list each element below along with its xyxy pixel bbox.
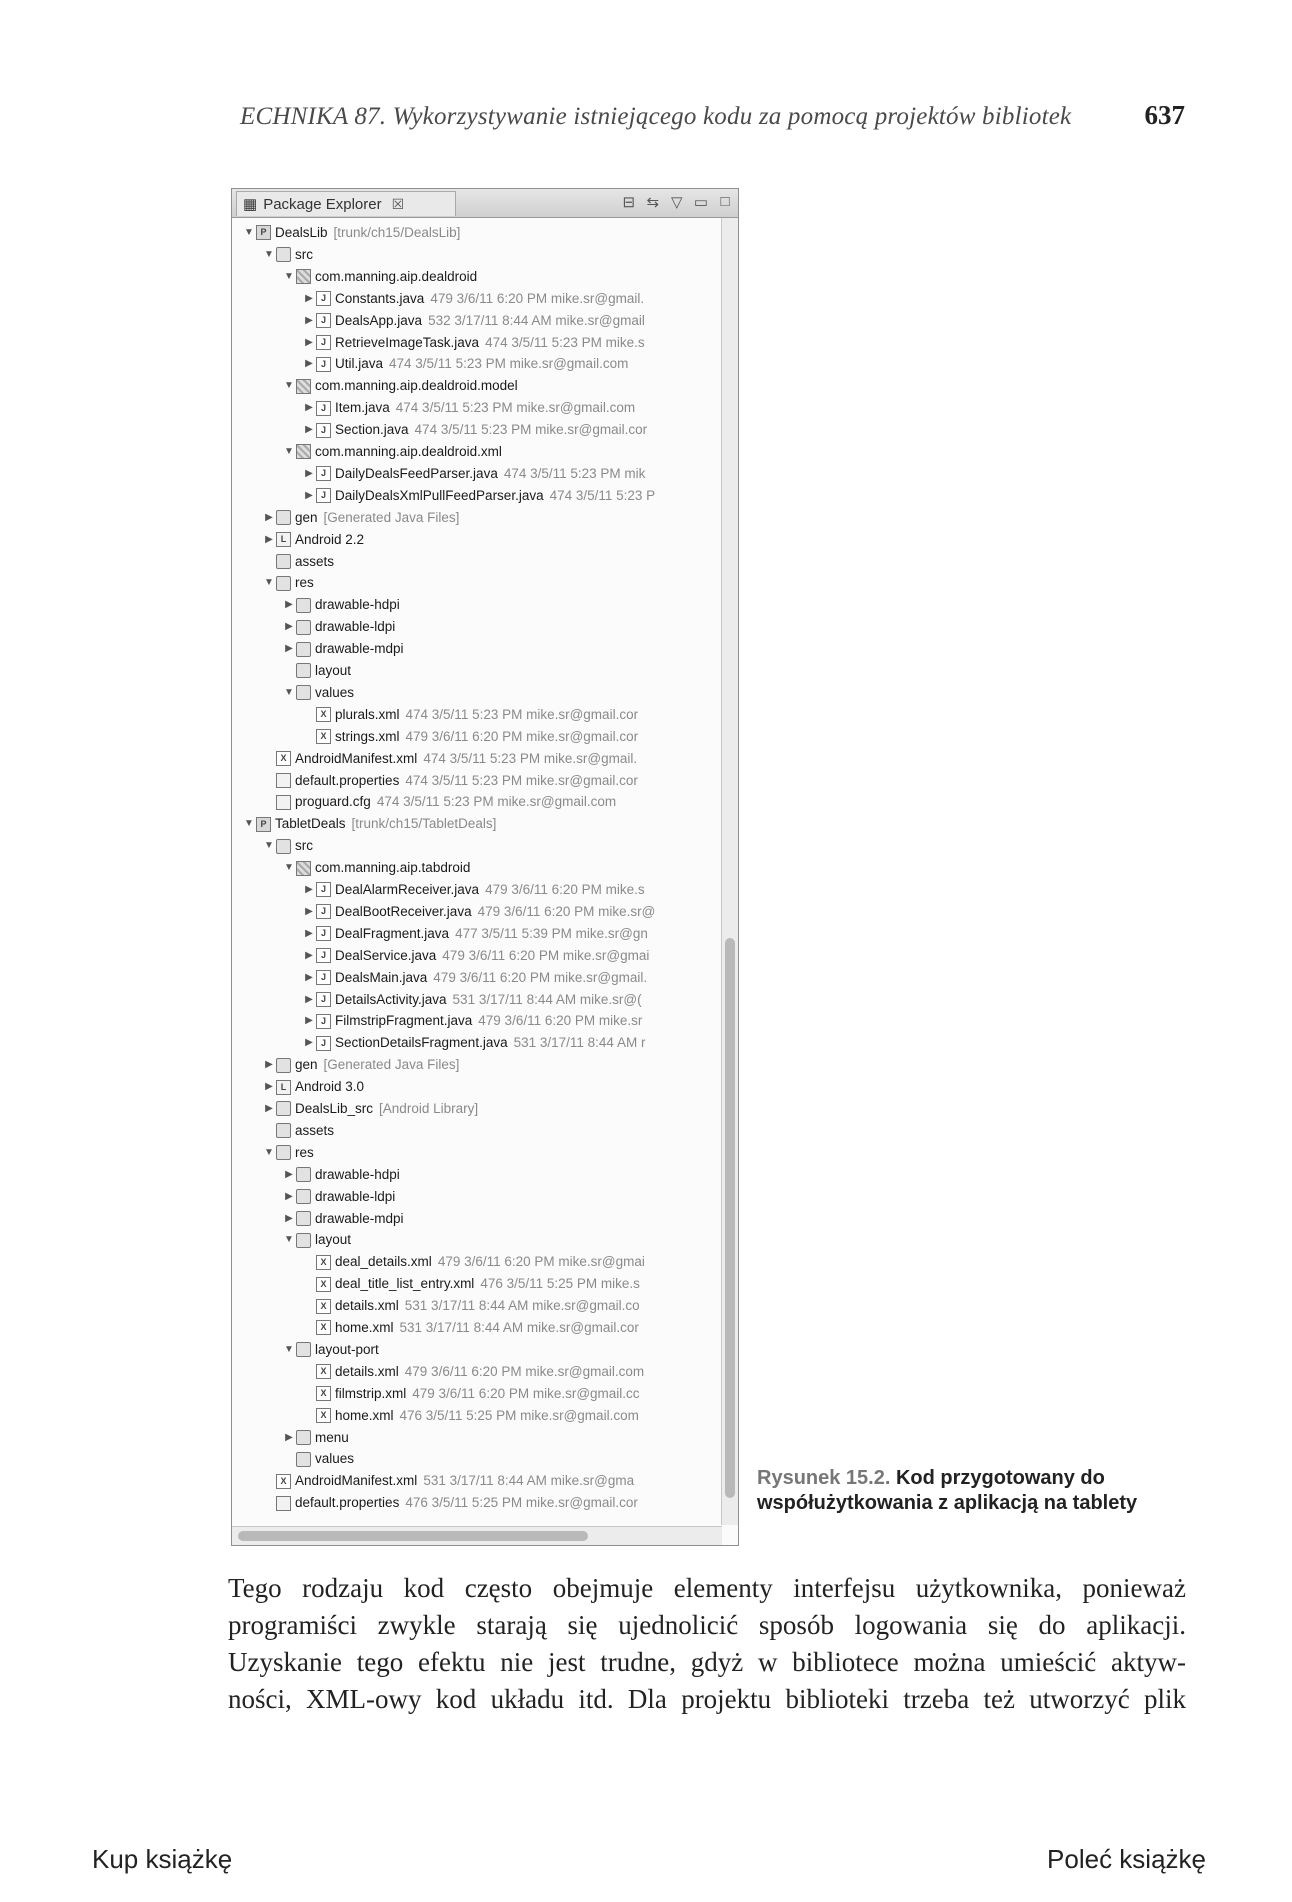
tree-item-label: src: [295, 838, 313, 854]
collapsed-arrow-icon[interactable]: ▶: [305, 927, 313, 939]
tree-item-label: res: [295, 1144, 314, 1160]
folder-icon: [296, 642, 311, 657]
paragraph-line: Uzyskanie tego efektu nie jest trudne, gdyż w bibliotece można umieścić aktyw-: [228, 1647, 1186, 1677]
horizontal-scroll-thumb[interactable]: [238, 1531, 588, 1541]
tree-item-decoration: 474 3/5/11 5:23 PM mike.sr@gmail.com: [389, 356, 629, 372]
expanded-arrow-icon[interactable]: ▼: [244, 818, 254, 830]
tree-row[interactable]: [262, 1098, 478, 1120]
tree-item-label: gen: [295, 509, 318, 525]
tree-item-label: layout: [315, 663, 352, 678]
tree-item-label: RetrieveImageTask.java: [335, 334, 480, 350]
tree-item-decoration: 479 3/6/11 6:20 PM mike.sr@gmail.: [430, 290, 645, 306]
tree-item-label: assets: [295, 553, 335, 569]
java-file-icon: J: [316, 313, 331, 328]
tree-item-decoration: 531 3/17/11 8:44 AM mike.sr@gma: [423, 1473, 635, 1489]
xml-file-icon: X: [316, 1320, 331, 1335]
collapsed-arrow-icon[interactable]: ▶: [265, 533, 273, 545]
java-file-icon: J: [316, 970, 331, 985]
vertical-scrollbar[interactable]: [721, 218, 738, 1525]
tree-item-label: drawable-ldpi: [315, 619, 396, 635]
tree-item-label: home.xml: [335, 1320, 394, 1335]
collapsed-arrow-icon[interactable]: ▶: [285, 1168, 293, 1180]
tree-item-decoration: 474 3/5/11 5:23 PM mike.sr@gmail.cor: [414, 422, 648, 438]
tree-item-label: Section.java: [335, 422, 409, 438]
tree-item-label: DealFragment.java: [335, 925, 450, 941]
page-number: 637: [1144, 100, 1185, 130]
package-icon: [296, 861, 311, 876]
tree-item-decoration: 531 3/17/11 8:44 AM mike.sr@gmail.cor: [399, 1320, 639, 1335]
tree-item-label: values: [315, 1451, 355, 1467]
tree-row[interactable]: [262, 835, 313, 857]
tree-item-label: menu: [315, 1429, 349, 1445]
java-file-icon: J: [316, 466, 331, 481]
tree-item-decoration: 479 3/6/11 6:20 PM mike.sr@gmail.cc: [412, 1385, 640, 1401]
collapsed-arrow-icon[interactable]: ▶: [305, 1037, 313, 1049]
tree-item-label: default.properties: [295, 1495, 400, 1511]
folder-icon: [296, 1189, 311, 1204]
folder-icon: [276, 576, 291, 591]
tree-row[interactable]: [282, 1339, 379, 1361]
folder-icon: [296, 685, 311, 700]
file-icon: [276, 773, 291, 788]
tree-row[interactable]: [302, 879, 645, 901]
tree-row[interactable]: [302, 989, 642, 1011]
collapsed-arrow-icon[interactable]: ▶: [305, 971, 313, 983]
collapsed-arrow-icon[interactable]: ▶: [265, 511, 273, 523]
expanded-arrow-icon[interactable]: ▼: [284, 380, 294, 392]
tree-item-decoration: 479 3/6/11 6:20 PM mike.sr@gmai: [437, 1254, 645, 1270]
tree-row[interactable]: [282, 594, 400, 616]
folder-icon: [276, 1123, 291, 1138]
collapsed-arrow-icon[interactable]: ▶: [285, 599, 293, 611]
tree-item-label: proguard.cfg: [295, 794, 371, 810]
tree-item-decoration: [trunk/ch15/DealsLib]: [333, 225, 461, 240]
java-file-icon: J: [316, 926, 331, 941]
tree-row[interactable]: [302, 1295, 640, 1317]
tree-item-label: assets: [295, 1122, 335, 1138]
collapsed-arrow-icon[interactable]: ▶: [285, 1431, 293, 1443]
tab-label: Package Explorer: [263, 195, 382, 213]
package-explorer-icon: ▦: [243, 196, 258, 213]
tree-item-decoration: 531 3/17/11 8:44 AM mike.sr@(: [452, 991, 642, 1007]
tree-row[interactable]: [262, 1054, 459, 1076]
tree-row[interactable]: [302, 726, 638, 748]
xml-file-icon: X: [316, 707, 331, 722]
link-with-editor-icon[interactable]: ⇆: [646, 194, 660, 211]
folder-icon: [296, 1233, 311, 1248]
tree-item-label: layout: [315, 1232, 352, 1248]
tree-row[interactable]: [282, 638, 404, 660]
tree-row[interactable]: [302, 310, 645, 332]
tree-item-label: DailyDealsFeedParser.java: [335, 465, 498, 481]
xml-file-icon: X: [316, 1364, 331, 1379]
tree-item-decoration: 479 3/6/11 6:20 PM mike.sr@gmail.com: [404, 1363, 645, 1379]
collapsed-arrow-icon[interactable]: ▶: [305, 402, 313, 414]
expanded-arrow-icon[interactable]: ▼: [284, 1234, 294, 1246]
folder-icon: [276, 1058, 291, 1073]
tree-row[interactable]: [302, 1032, 645, 1054]
tree-row[interactable]: [262, 1470, 634, 1492]
folder-icon: [296, 1342, 311, 1357]
package-icon: [296, 379, 311, 394]
figure-label: Rysunek 15.2.: [757, 1467, 891, 1489]
tree-item-decoration: [Generated Java Files]: [323, 1057, 460, 1073]
folder-icon: [296, 598, 311, 613]
close-tab-icon[interactable]: ☒: [391, 195, 405, 212]
tree-item-decoration: [trunk/ch15/TabletDeals]: [351, 816, 497, 832]
tree-item-decoration: 531 3/17/11 8:44 AM mike.sr@gmail.co: [404, 1298, 640, 1314]
tree-item-decoration: 531 3/17/11 8:44 AM r: [513, 1035, 646, 1051]
body-paragraph: [228, 1570, 1186, 1718]
figure-caption-text: Kod przygotowany do współużytkowania z aplikacją na tablety: [757, 1467, 1138, 1514]
folder-icon: [296, 1430, 311, 1445]
collapsed-arrow-icon[interactable]: ▶: [305, 292, 313, 304]
folder-icon: [296, 1211, 311, 1226]
tree-row[interactable]: [282, 660, 351, 682]
tree-item-label: drawable-mdpi: [315, 641, 404, 657]
tree-row[interactable]: [262, 1076, 364, 1098]
tree-item-decoration: 479 3/6/11 6:20 PM mike.sr@gmail.cor: [405, 728, 639, 744]
folder-icon: [296, 620, 311, 635]
tree-row[interactable]: [302, 945, 649, 967]
tree-item-label: Util.java: [335, 356, 384, 372]
java-file-icon: J: [316, 904, 331, 919]
tree-item-label: Android 2.2: [295, 531, 365, 547]
java-file-icon: J: [316, 488, 331, 503]
collapsed-arrow-icon[interactable]: ▶: [305, 905, 313, 917]
tree-item-label: Android 3.0: [295, 1079, 365, 1095]
xml-file-icon: X: [316, 1408, 331, 1423]
tree-row[interactable]: [282, 682, 354, 704]
tree-item-label: gen: [295, 1057, 318, 1073]
collapsed-arrow-icon[interactable]: ▶: [305, 424, 313, 436]
tree-item-label: Constants.java: [335, 290, 425, 306]
tree-item-label: DealService.java: [335, 947, 437, 963]
recommend-book-link[interactable]: Poleć książkę: [1047, 1844, 1206, 1874]
folder-icon: [296, 1452, 311, 1467]
tree-item-label: deal_title_list_entry.xml: [335, 1276, 475, 1292]
xml-file-icon: X: [316, 1386, 331, 1401]
tree-row[interactable]: [282, 1186, 395, 1208]
tree-row[interactable]: [262, 507, 459, 529]
tree-item-label: res: [295, 575, 314, 591]
tree-item-label: drawable-hdpi: [315, 1166, 400, 1182]
chapter-title: ECHNIKA 87. Wykorzystywanie istniejącego kodu za pomocą projektów bibliotek: [240, 103, 1072, 130]
tree-item-decoration: 479 3/6/11 6:20 PM mike.sr: [478, 1013, 643, 1029]
java-file-icon: J: [316, 948, 331, 963]
tree-item-label: com.manning.aip.dealdroid.xml: [315, 444, 502, 459]
tree-item-label: strings.xml: [335, 728, 400, 744]
tree-row[interactable]: [302, 901, 655, 923]
minimize-icon[interactable]: ▭: [693, 194, 708, 211]
collapsed-arrow-icon[interactable]: ▶: [305, 467, 313, 479]
tree-row[interactable]: [302, 1405, 639, 1427]
collapsed-arrow-icon[interactable]: ▶: [305, 358, 313, 370]
tree-item-label: DealsLib: [275, 225, 328, 240]
tab-package-explorer[interactable]: [236, 191, 456, 216]
tree-item-decoration: 474 3/5/11 5:23 PM mike.sr@gmail.: [423, 750, 638, 766]
collapsed-arrow-icon[interactable]: ▶: [305, 884, 313, 895]
collapsed-arrow-icon[interactable]: ▶: [265, 1059, 273, 1071]
paragraph-line: ności, XML-owy kod układu itd. Dla projektu biblioteki trzeba też utworzyć plik: [228, 1684, 1186, 1714]
expanded-arrow-icon[interactable]: ▼: [264, 248, 274, 260]
tree-item-label: default.properties: [295, 772, 400, 788]
xml-file-icon: X: [276, 1474, 291, 1489]
tree-item-label: SectionDetailsFragment.java: [335, 1035, 508, 1051]
maximize-icon[interactable]: □: [720, 193, 730, 210]
collapsed-arrow-icon[interactable]: ▶: [285, 1212, 293, 1224]
tree-row[interactable]: [262, 748, 637, 770]
tree-item-label: DetailsActivity.java: [335, 991, 447, 1007]
tree-item-decoration: 474 3/5/11 5:23 PM mike.sr@gmail.cor: [405, 772, 638, 788]
tree-item-decoration: 476 3/5/11 5:25 PM mike.sr@gmail.cor: [405, 1495, 638, 1511]
tree-row[interactable]: [282, 1427, 349, 1449]
tree-item-label: com.manning.aip.dealdroid: [315, 268, 478, 284]
view-toolbar: [622, 193, 732, 211]
tree-item-label: Item.java: [335, 400, 390, 416]
tree-row[interactable]: [302, 1273, 640, 1295]
library-icon: L: [276, 1080, 291, 1095]
collapsed-arrow-icon[interactable]: ▶: [285, 621, 293, 633]
tree-row[interactable]: [282, 857, 470, 879]
java-file-icon: J: [316, 357, 331, 372]
collapsed-arrow-icon[interactable]: ▶: [305, 489, 313, 501]
tree-item-label: FilmstripFragment.java: [335, 1013, 473, 1029]
package-tree: [232, 218, 720, 1525]
package-explorer-screenshot: [231, 188, 739, 1546]
collapsed-arrow-icon[interactable]: ▶: [305, 336, 313, 348]
xml-file-icon: X: [316, 1277, 331, 1292]
java-file-icon: J: [316, 423, 331, 438]
paragraph-line: Tego rodzaju kod często obejmuje elementy interfejsu użytkownika, ponieważ: [228, 1573, 1186, 1603]
tree-row[interactable]: [282, 1448, 354, 1470]
tree-row[interactable]: [302, 332, 645, 354]
tree-row[interactable]: [302, 704, 638, 726]
collapsed-arrow-icon[interactable]: ▶: [305, 1015, 313, 1027]
tree-row[interactable]: [302, 485, 655, 507]
tree-item-label: DealsLib_src: [295, 1101, 374, 1116]
tree-row[interactable]: [282, 1208, 404, 1230]
expanded-arrow-icon[interactable]: ▼: [244, 227, 254, 238]
tree-row[interactable]: [302, 1317, 639, 1339]
tree-row[interactable]: [262, 244, 313, 266]
expanded-arrow-icon[interactable]: ▼: [284, 686, 294, 698]
view-menu-icon[interactable]: ▽: [671, 194, 683, 211]
tree-row[interactable]: [282, 375, 518, 397]
tree-item-decoration: 474 3/5/11 5:23 PM mike.sr@gmail.com: [395, 400, 636, 416]
tree-item-label: DealsMain.java: [335, 969, 428, 985]
java-file-icon: J: [316, 992, 331, 1007]
expanded-arrow-icon[interactable]: ▼: [264, 1146, 274, 1158]
tree-row[interactable]: [302, 463, 645, 485]
java-file-icon: J: [316, 401, 331, 416]
tree-item-label: AndroidManifest.xml: [295, 750, 418, 766]
tree-row[interactable]: [262, 551, 334, 573]
tree-row[interactable]: [302, 923, 648, 945]
expanded-arrow-icon[interactable]: ▼: [264, 840, 274, 852]
collapsed-arrow-icon[interactable]: ▶: [305, 993, 313, 1005]
tree-item-decoration: 474 3/5/11 5:23 P: [549, 487, 656, 503]
tree-row[interactable]: [262, 572, 314, 594]
tree-item-label: home.xml: [335, 1407, 394, 1423]
tree-item-label: values: [315, 684, 355, 700]
tree-item-decoration: 479 3/6/11 6:20 PM mike.s: [485, 882, 645, 897]
java-file-icon: J: [316, 291, 331, 306]
tree-item-label: TabletDeals: [275, 816, 346, 832]
tree-item-decoration: 532 3/17/11 8:44 AM mike.sr@gmail: [428, 312, 645, 328]
package-icon: [296, 269, 311, 284]
folder-icon: [276, 510, 291, 525]
tree-item-label: DealsApp.java: [335, 312, 423, 328]
expanded-arrow-icon[interactable]: ▼: [284, 862, 294, 874]
collapsed-arrow-icon[interactable]: ▶: [265, 1103, 273, 1114]
tree-row[interactable]: [282, 266, 477, 288]
tree-item-label: drawable-hdpi: [315, 597, 400, 613]
xml-file-icon: X: [316, 1255, 331, 1270]
tree-row[interactable]: [262, 770, 638, 792]
tree-row[interactable]: [302, 1251, 645, 1273]
tree-item-label: details.xml: [335, 1298, 399, 1314]
tree-row[interactable]: [302, 288, 644, 310]
figure-caption: [757, 1466, 1177, 1516]
tree-item-decoration: 476 3/5/11 5:25 PM mike.s: [480, 1276, 640, 1292]
tree-row[interactable]: [242, 222, 460, 244]
tree-item-label: filmstrip.xml: [335, 1385, 407, 1401]
file-icon: [276, 1496, 291, 1511]
tree-item-label: AndroidManifest.xml: [295, 1473, 418, 1489]
project-icon: P: [256, 817, 271, 832]
file-icon: [276, 795, 291, 810]
tree-item-label: plurals.xml: [335, 706, 400, 722]
tree-item-label: com.manning.aip.dealdroid.model: [315, 378, 518, 394]
tree-row[interactable]: [302, 353, 628, 375]
collapse-all-icon[interactable]: ⊟: [622, 194, 636, 211]
horizontal-scrollbar[interactable]: [232, 1526, 722, 1545]
tree-row[interactable]: [282, 1229, 351, 1251]
expanded-arrow-icon[interactable]: ▼: [284, 446, 294, 457]
tree-row[interactable]: [262, 529, 364, 551]
buy-book-link[interactable]: Kup książkę: [92, 1844, 233, 1874]
package-icon: [296, 444, 311, 459]
tree-row[interactable]: [302, 397, 635, 419]
expanded-arrow-icon[interactable]: ▼: [284, 270, 294, 282]
tree-item-label: drawable-ldpi: [315, 1188, 396, 1204]
tree-row[interactable]: [302, 1010, 642, 1032]
tree-item-label: DealBootReceiver.java: [335, 903, 472, 919]
tree-row[interactable]: [262, 1142, 314, 1164]
tree-item-decoration: 477 3/5/11 5:39 PM mike.sr@gn: [455, 925, 648, 941]
tree-item-label: DealAlarmReceiver.java: [335, 882, 480, 897]
xml-file-icon: X: [316, 1299, 331, 1314]
tree-item-decoration: [Android Library]: [379, 1101, 479, 1116]
explorer-titlebar: [232, 189, 738, 218]
tree-item-decoration: 479 3/6/11 6:20 PM mike.sr@gmail.: [433, 969, 648, 985]
page-footer: [92, 1844, 1206, 1902]
tree-row[interactable]: [282, 441, 502, 463]
tree-item-decoration: [Generated Java Files]: [323, 509, 460, 525]
running-header: [240, 100, 1185, 136]
tree-row[interactable]: [262, 1120, 334, 1142]
tree-row[interactable]: [302, 967, 647, 989]
tree-item-decoration: 474 3/5/11 5:23 PM mike.sr@gmail.cor: [405, 706, 639, 722]
collapsed-arrow-icon[interactable]: ▶: [265, 1081, 273, 1093]
tree-item-label: com.manning.aip.tabdroid: [315, 860, 471, 876]
tree-item-label: details.xml: [335, 1363, 399, 1379]
tree-item-decoration: 474 3/5/11 5:23 PM mike.s: [485, 334, 645, 350]
folder-icon: [276, 1101, 291, 1116]
folder-icon: [276, 839, 291, 854]
tree-item-label: src: [295, 246, 313, 262]
tree-item-label: drawable-mdpi: [315, 1210, 404, 1226]
tree-row[interactable]: [302, 1383, 640, 1405]
expanded-arrow-icon[interactable]: ▼: [264, 577, 274, 589]
folder-icon: [276, 1145, 291, 1160]
tree-item-decoration: 479 3/6/11 6:20 PM mike.sr@: [477, 903, 656, 919]
tree-row[interactable]: [282, 1164, 400, 1186]
project-icon: P: [256, 225, 271, 240]
collapsed-arrow-icon[interactable]: ▶: [285, 643, 293, 655]
tree-item-decoration: 474 3/5/11 5:23 PM mike.sr@gmail.com: [376, 794, 617, 810]
tree-item-label: DailyDealsXmlPullFeedParser.java: [335, 487, 544, 503]
java-file-icon: J: [316, 1014, 331, 1029]
tree-item-label: deal_details.xml: [335, 1254, 432, 1270]
xml-file-icon: X: [276, 751, 291, 766]
expanded-arrow-icon[interactable]: ▼: [284, 1343, 294, 1355]
tree-item-decoration: 479 3/6/11 6:20 PM mike.sr@gmai: [442, 947, 650, 963]
xml-file-icon: X: [316, 729, 331, 744]
tree-item-decoration: 474 3/5/11 5:23 PM mik: [503, 465, 646, 481]
tree-row[interactable]: [242, 813, 496, 835]
java-file-icon: J: [316, 882, 331, 897]
tree-row[interactable]: [262, 791, 616, 813]
tree-row[interactable]: [302, 419, 647, 441]
folder-icon: [296, 663, 311, 678]
library-icon: L: [276, 532, 291, 547]
java-file-icon: J: [316, 335, 331, 350]
vertical-scroll-thumb[interactable]: [725, 938, 735, 1498]
folder-icon: [276, 247, 291, 262]
collapsed-arrow-icon[interactable]: ▶: [305, 949, 313, 961]
paragraph-line: programiści zwykle starają się ujednolicić sposób logowania się do aplikacji.: [228, 1610, 1186, 1640]
tree-item-label: layout-port: [315, 1341, 379, 1357]
collapsed-arrow-icon[interactable]: ▶: [285, 1190, 293, 1202]
tree-row[interactable]: [282, 616, 395, 638]
tree-item-decoration: 476 3/5/11 5:25 PM mike.sr@gmail.com: [399, 1407, 639, 1423]
collapsed-arrow-icon[interactable]: ▶: [305, 314, 313, 326]
folder-icon: [276, 554, 291, 569]
tree-row[interactable]: [302, 1361, 644, 1383]
folder-icon: [296, 1167, 311, 1182]
tree-row[interactable]: [262, 1492, 638, 1514]
java-file-icon: J: [316, 1036, 331, 1051]
